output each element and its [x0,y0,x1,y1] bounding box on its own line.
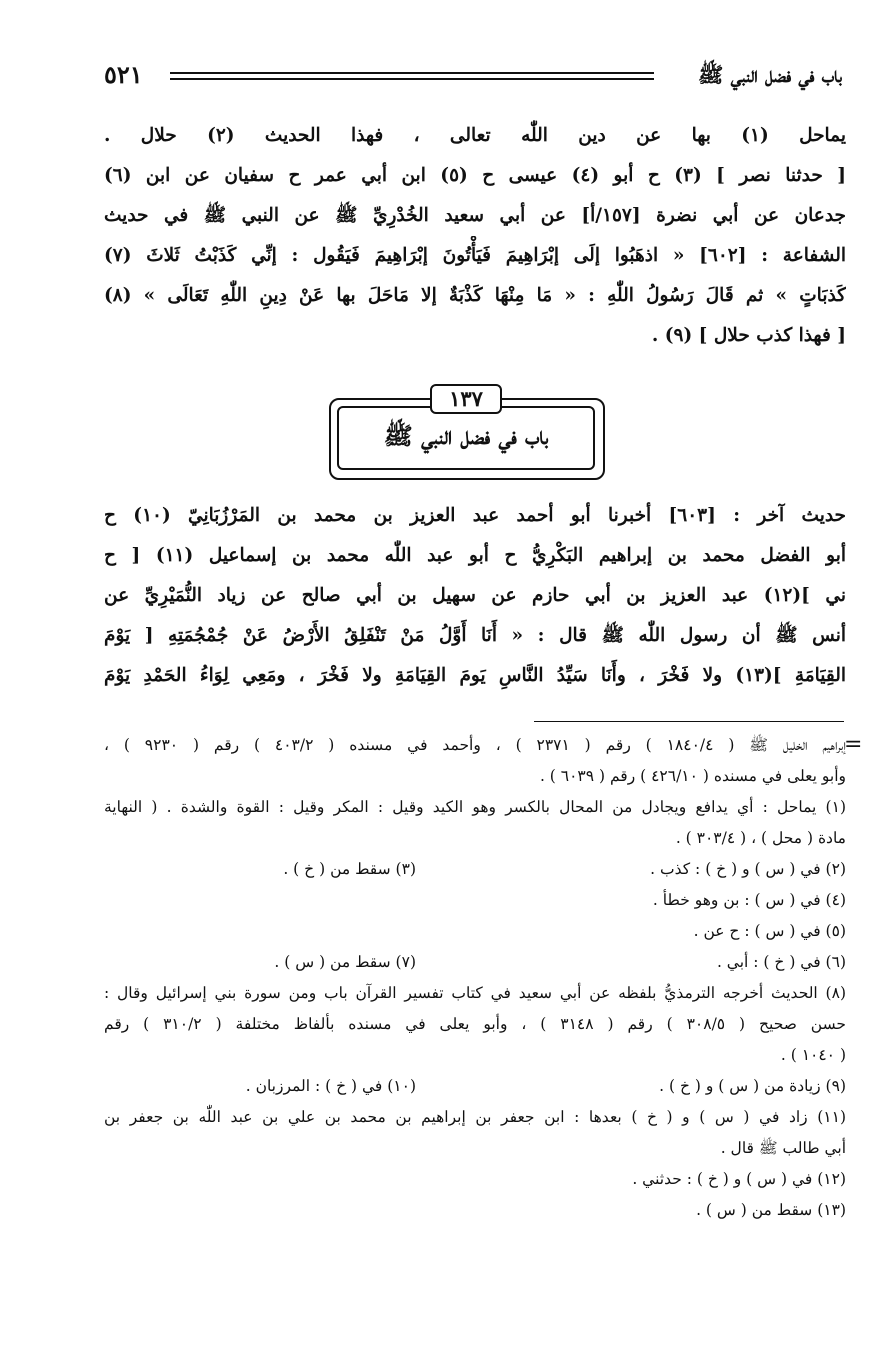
text-line: حديث آخر : [٦٠٣] أخبرنا أبو أحمد عبد العزيز بن محمد بن المَرْزُبَانِيّ (١٠) ح [104,505,846,526]
text-line: ني ](١٢) عبد العزيز بن أبي حازم عن سهيل بن أبي صالح عن زياد النُّمَيْرِيِّ عن [104,585,846,606]
text-line: يماحل (١) بها عن دين اللّٰه تعالى ، فهذا الحديث (٢) حلال . [104,125,846,146]
chapter-title: باب في فضل النبي ﷺ [337,406,595,470]
footnote-separator [534,721,844,722]
footnote-line: (١٣) سقط من ( س ) . [696,1201,846,1219]
footnote-line: حسن صحيح ( ٣٠٨/٥ ) رقم ( ٣١٤٨ ) ، وأبو يعلى في مسنده بألفاظ مختلفة ( ٣١٠/٢ ) رقم [104,1015,846,1033]
footnote-pair [104,947,846,978]
footnote-continuation-mark: = [844,732,863,757]
text-line: القِيَامَةِ ](١٣) ولا فَخْرَ ، وأَنَا سَيِّدُ النَّاسِ يَومَ القِيَامَةِ ولا فَخْرَ ، ومَعِي لِوَاءُ الحَمْدِ يَوْمَ [104,665,846,686]
footnote-pair [104,1071,846,1102]
text-line: أبو الفضل محمد بن إبراهيم البَكْرِيُّ ح أبو عبد اللّٰه محمد بن إسماعيل (١١) [ ح [104,545,846,566]
footnote: (٣) سقط من ( خ ) . [283,860,416,878]
footnote-line: (١٢) في ( س ) و ( خ ) : حدثني . [632,1170,846,1188]
main-text-block-2 [104,496,846,696]
footnote-line: (١) يماحل : أي يدافع ويجادل من المحال بالكسر وهو الكيد وقيل : المكر وقيل : القوة والشدة . ( النهاية [104,798,846,816]
footnote-line: مادة ( محل ) ، ( ٣٠٣/٤ ) . [675,829,846,847]
header-rule [170,72,654,74]
text-line: [ فهذا كذب حلال ] (٩) . [651,325,846,346]
footnote-line: (٤) في ( س ) : بن وهو خطأ . [652,891,846,909]
header-rule [170,78,654,80]
running-header-title: باب في فضل النبي ﷺ [697,62,842,87]
footnote-line: (١١) زاد في ( س ) و ( خ ) بعدها : ابن جعفر بن إبراهيم بن محمد بن علي بن عبد اللّٰه بن جعفر بن [104,1108,846,1126]
footnotes [104,730,846,1226]
footnote-line: (٨) الحديث أخرجه الترمذيُّ بلفظه عن أبي سعيد في كتاب تفسير القرآن باب ومن سورة بني إسرائيل وقال : [104,984,846,1002]
running-header [104,58,842,98]
text-line: أنس ﷺ أن رسول اللّٰه ﷺ قال : « أَنَا أَوَّلُ مَنْ تَنْفَلِقُ الأَرْضُ عَنْ جُمْجُمَتِهِ [ يَوْمَ [104,625,846,646]
footnote: (٢) في ( س ) و ( خ ) : كذب . [650,860,846,878]
footnote-line: وأبو يعلى في مسنده ( ٤٢٦/١٠ ) رقم ( ٦٠٣٩ ) . [539,767,846,785]
chapter-heading-frame [329,384,603,478]
footnote: (٧) سقط من ( س ) . [274,953,416,971]
text-line: كَذبَاتٍ » ثم قَالَ رَسُولُ اللّٰهِ : « مَا مِنْهَا كَذْبَةٌ إلا مَاحَلَ بها عَنْ دِينِ اللّٰهِ تَعَالَى » (٨) [104,285,846,306]
chapter-number: ١٣٧ [430,384,502,414]
footnote-line: (٥) في ( س ) : ح عن . [693,922,846,940]
footnote-line: أبي طالب ﷺ قال . [720,1139,846,1157]
footnote: (٦) في ( خ ) : أبي . [716,953,846,971]
footnote: (١٠) في ( خ ) : المرزبان . [245,1077,416,1095]
text-line: الشفاعة : [٦٠٢] « اذهَبُوا إلَى إبْرَاهِيمَ فَيَأْتُونَ إبْرَاهِيمَ فَيَقُول : إنِّي كَذَبْتُ ثَلاثَ (٧) [104,245,846,266]
text-line: جدعان عن أبي نضرة [١٥٧/أ] عن أبي سعيد الخُدْرِيِّ ﷺ عن النبي ﷺ في حديث [104,205,846,226]
text-line: [ حدثنا نصر ] (٣) ح أبو (٤) عيسى ح (٥) ابن أبي عمر ح سفيان عن ابن (٦) [104,165,846,186]
page-number: ٥٢١ [104,60,143,89]
footnote-line: إبراهيم الخليل ﷺ ( ١٨٤٠/٤ ) رقم ( ٢٣٧١ ) ، وأحمد في مسنده ( ٤٠٣/٢ ) رقم ( ٩٢٣٠ ) ، [104,736,846,754]
footnote-line: ( ١٠٤٠ ) . [780,1046,846,1064]
footnote: (٩) زيادة من ( س ) و ( خ ) . [659,1077,846,1095]
main-text-block-1 [104,116,846,356]
footnote-pair [104,854,846,885]
